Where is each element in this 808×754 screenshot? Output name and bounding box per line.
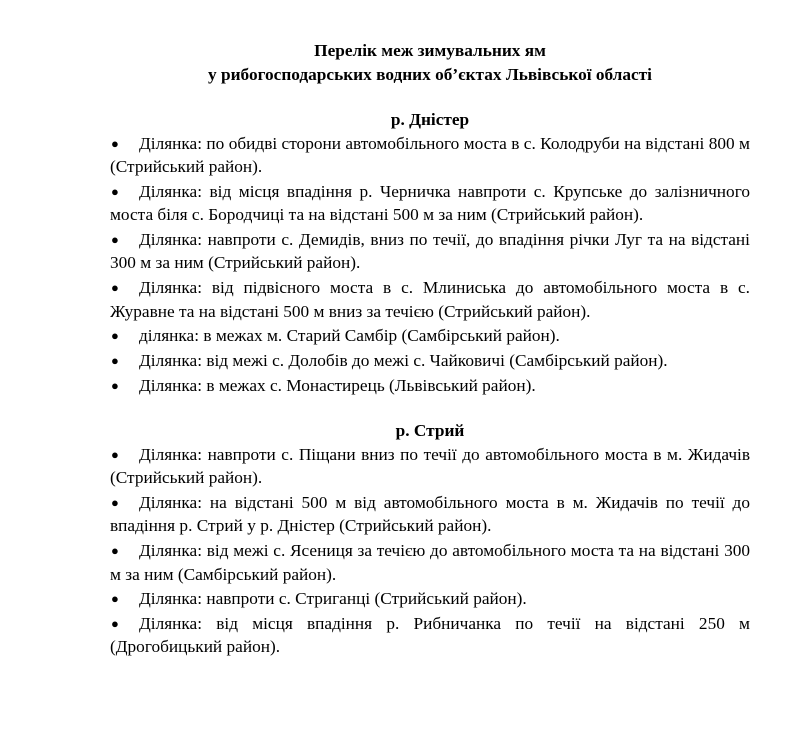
list-item-text: Ділянка: від межі с. Ясениця за течією до автомобільного моста та на відстані 300 м за ним (Самбірський район). — [110, 541, 750, 584]
list-item-text: Ділянка: по обидві сторони автомобільного моста в с. Колодруби на відстані 800 м (Стрийський район). — [110, 133, 750, 176]
list-item — [110, 443, 750, 490]
list-item — [110, 491, 750, 538]
section-heading-stryi: р. Стрий — [395, 421, 465, 441]
bullet-icon: ● — [111, 135, 119, 151]
list-item — [110, 228, 750, 275]
document-page — [110, 0, 750, 660]
list-item — [110, 539, 750, 586]
list-item — [110, 324, 750, 348]
bullet-icon: ● — [111, 377, 119, 393]
list-item-text: Ділянка: навпроти с. Піщани вниз по течії до автомобільного моста в м. Жидачів (Стрийський район). — [110, 444, 750, 488]
list-item — [110, 612, 750, 659]
section-list-dnister — [110, 132, 750, 398]
section-heading-dnister: р. Дністер — [390, 110, 470, 129]
list-item — [110, 132, 750, 179]
list-item-text: Ділянка: в межах с. Монастирець (Львівський район). — [139, 375, 536, 395]
title-line-2: у рибогосподарських водних об’єктах Львівської області — [208, 64, 652, 84]
title-line-1: Перелік меж зимувальних ям — [314, 41, 546, 60]
list-item-text: Ділянка: від місця впадіння р. Черничка навпроти с. Крупське до залізничного моста біля с. Бородчиці та на відстані 500 м за ним (Стрийський район). — [110, 181, 750, 225]
bullet-icon: ● — [111, 328, 119, 344]
list-item-text: Ділянка: від межі с. Долобів до межі с. Чайковичі (Самбірський район). — [139, 350, 668, 370]
list-item — [110, 276, 750, 323]
bullet-icon: ● — [111, 591, 119, 607]
list-item-text: Ділянка: від підвісного моста в с. Млиниська до автомобільного моста в с. Журавне та на відстані 500 м вниз за течією (Стрийський район). — [110, 278, 750, 321]
list-item — [110, 587, 750, 611]
list-item-text: Ділянка: навпроти с. Стриганці (Стрийський район). — [139, 589, 527, 609]
list-item — [110, 349, 750, 373]
bullet-icon: ● — [111, 280, 119, 296]
list-item-text: Ділянка: навпроти с. Демидів, вниз по течії, до впадіння річки Луг та на відстані 300 м за ним (Стрийський район). — [110, 229, 750, 273]
bullet-icon: ● — [111, 183, 119, 199]
list-item-text: Ділянка: на відстані 500 м від автомобільного моста в м. Жидачів по течії до впадіння р. Стрий у р. Дністер (Стрийський район). — [110, 492, 750, 536]
bullet-icon: ● — [111, 494, 119, 510]
bullet-icon: ● — [111, 543, 119, 558]
bullet-icon: ● — [111, 446, 119, 462]
bullet-icon: ● — [111, 231, 119, 247]
list-item — [110, 180, 750, 227]
list-item-text: ділянка: в межах м. Старий Самбір (Самбірський район). — [139, 326, 560, 346]
section-list-stryi — [110, 443, 750, 659]
bullet-icon: ● — [111, 352, 119, 368]
list-item-text: Ділянка: від місця впадіння р. Рибничанка по течії на відстані 250 м (Дрогобицький район). — [110, 613, 750, 657]
bullet-icon: ● — [111, 615, 119, 631]
list-item — [110, 374, 750, 398]
document-title — [110, 39, 750, 86]
